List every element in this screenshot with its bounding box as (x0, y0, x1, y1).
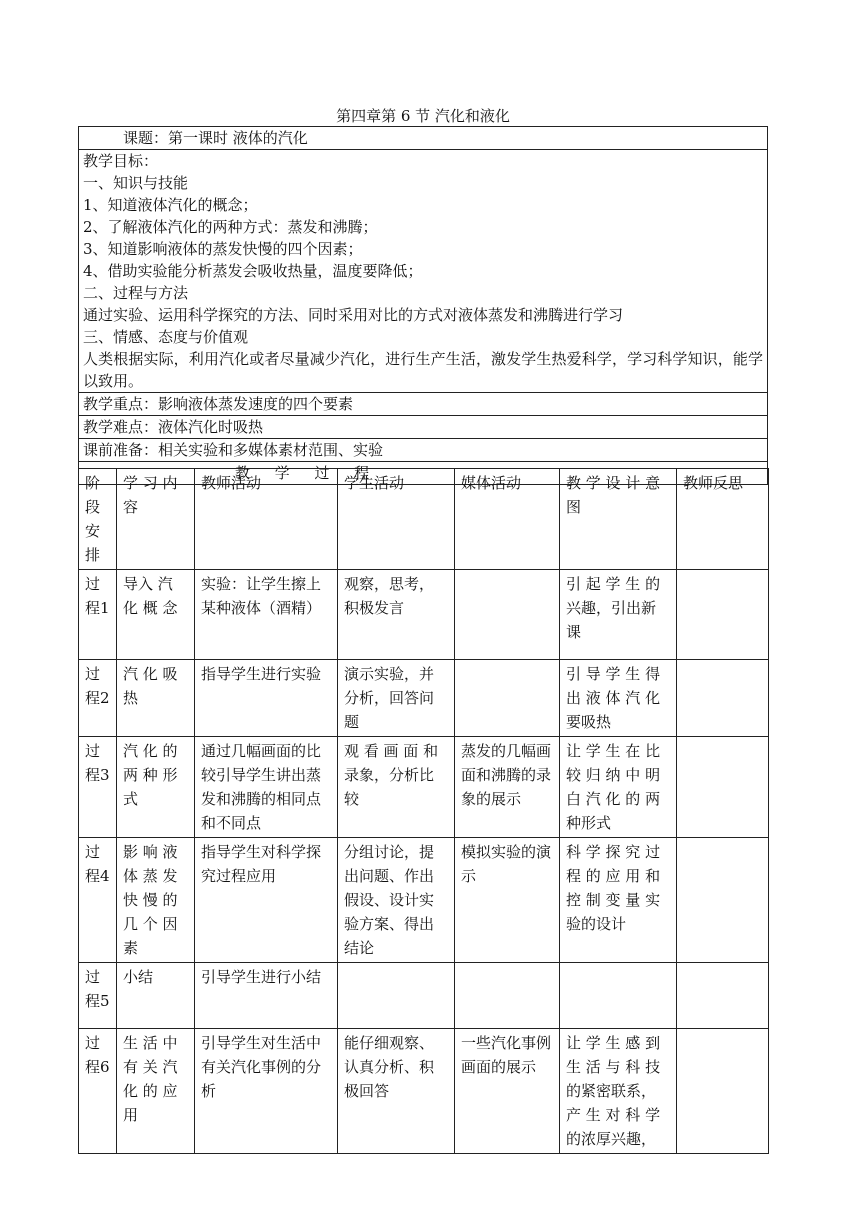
student-cell: 能仔细观察、认真分析、积极回答 (338, 1029, 455, 1154)
objective-line: 人类根据实际，利用汽化或者尽量减少汽化，进行生产生活，激发学生热爱科学，学习科学知识，能学以致用。 (83, 350, 763, 390)
header-cell: 媒体活动 (455, 469, 560, 570)
intent-cell: 科 学 探 究 过 程 的 应 用 和 控 制 变 量 实 验的设计 (560, 838, 677, 963)
stage-cell: 过程5 (79, 963, 117, 1029)
header-cell: 教师活动 (195, 469, 338, 570)
reflection-cell (677, 1029, 769, 1154)
page-title: 第四章第 6 节 汽化和液化 (336, 107, 510, 125)
reflection-cell (677, 838, 769, 963)
intent-cell: 让 学 生 感 到 生 活 与 科 技 的紧密联系，产 生 对 科 学 的浓厚兴趣， (560, 1029, 677, 1154)
media-cell (455, 963, 560, 1029)
difficulty: 教学难点：液体汽化时吸热 (79, 416, 768, 439)
stage-cell: 过程6 (79, 1029, 117, 1154)
objective-line: 3、知道影响液体的蒸发快慢的四个因素； (83, 240, 363, 258)
objective-line: 二、过程与方法 (83, 284, 189, 302)
stage-cell: 过程1 (79, 570, 117, 660)
lesson-info-table (78, 126, 768, 485)
table-row (79, 1029, 769, 1154)
media-cell (455, 660, 560, 737)
student-cell: 演示实验，并分析，回答问题 (338, 660, 455, 737)
objective-line: 通过实验、运用科学探究的方法、同时采用对比的方式对液体蒸发和沸腾进行学习 (83, 306, 624, 324)
process-heading-text: 教 学 过 程 (235, 464, 380, 482)
intent-cell: 引 导 学 生 得 出 液 体 汽 化 要吸热 (560, 660, 677, 737)
teacher-cell: 指导学生进行实验 (195, 660, 338, 737)
teacher-cell: 引导学生进行小结 (195, 963, 338, 1029)
student-cell (338, 963, 455, 1029)
objective-line: 三、情感、态度与价值观 (83, 328, 249, 346)
process-table (78, 468, 769, 1154)
header-cell: 学生活动 (338, 469, 455, 570)
header-cell: 阶段安排 (79, 469, 117, 570)
student-cell: 观 看 画 面 和 录象，分析比较 (338, 737, 455, 838)
stage-cell: 过程4 (79, 838, 117, 963)
content-cell: 生 活 中 有 关 汽 化 的 应 用 (117, 1029, 195, 1154)
objective-line: 4、借助实验能分析蒸发会吸收热量，温度要降低； (83, 262, 423, 280)
reflection-cell (677, 570, 769, 660)
table-row (79, 838, 769, 963)
header-cell: 教师反思 (677, 469, 769, 570)
preparation: 课前准备：相关实验和多媒体素材范围、实验 (79, 439, 768, 462)
table-row (79, 963, 769, 1029)
table-row (79, 660, 769, 737)
content-cell: 小结 (117, 963, 195, 1029)
objective-line: 教学目标： (83, 152, 159, 170)
media-cell: 蒸发的几幅画面和沸腾的录象的展示 (455, 737, 560, 838)
teacher-cell: 指导学生对科学探究过程应用 (195, 838, 338, 963)
table-row (79, 737, 769, 838)
table-header-row (79, 469, 769, 570)
content-cell: 影 响 液 体 蒸 发 快 慢 的 几 个 因 素 (117, 838, 195, 963)
teacher-cell: 引导学生对生活中有关汽化事例的分析 (195, 1029, 338, 1154)
table-row (79, 570, 769, 660)
content-cell: 导入 汽 化 概 念 (117, 570, 195, 660)
intent-cell: 引 起 学 生 的 兴趣，引出新课 (560, 570, 677, 660)
student-cell: 分组讨论，提出问题、作出假设、设计实验方案、得出结论 (338, 838, 455, 963)
stage-cell: 过程2 (79, 660, 117, 737)
objective-line: 1、知道液体汽化的概念； (83, 196, 258, 214)
teacher-cell: 通过几幅画面的比较引导学生讲出蒸发和沸腾的相同点和不同点 (195, 737, 338, 838)
reflection-cell (677, 963, 769, 1029)
intent-cell: 让 学 生 在 比 较 归 纳 中 明 白 汽 化 的 两 种形式 (560, 737, 677, 838)
key-point: 教学重点：影响液体蒸发速度的四个要素 (79, 393, 768, 416)
header-cell: 学 习 内 容 (117, 469, 195, 570)
content-cell: 汽 化 的 两 种 形 式 (117, 737, 195, 838)
intent-cell (560, 963, 677, 1029)
teacher-cell: 实验：让学生擦上某种液体（酒精） (195, 570, 338, 660)
media-cell: 模拟实验的演示 (455, 838, 560, 963)
student-cell: 观察，思考，积极发言 (338, 570, 455, 660)
objective-line: 一、知识与技能 (83, 174, 189, 192)
media-cell (455, 570, 560, 660)
reflection-cell (677, 737, 769, 838)
stage-cell: 过程3 (79, 737, 117, 838)
media-cell: 一些汽化事例画面的展示 (455, 1029, 560, 1154)
reflection-cell (677, 660, 769, 737)
objective-line: 2、了解液体汽化的两种方式：蒸发和沸腾； (83, 218, 378, 236)
content-cell: 汽 化 吸 热 (117, 660, 195, 737)
lesson-title: 课题：第一课时 液体的汽化 (79, 127, 768, 150)
header-cell: 教 学 设 计 意 图 (560, 469, 677, 570)
objectives-cell (79, 150, 768, 393)
